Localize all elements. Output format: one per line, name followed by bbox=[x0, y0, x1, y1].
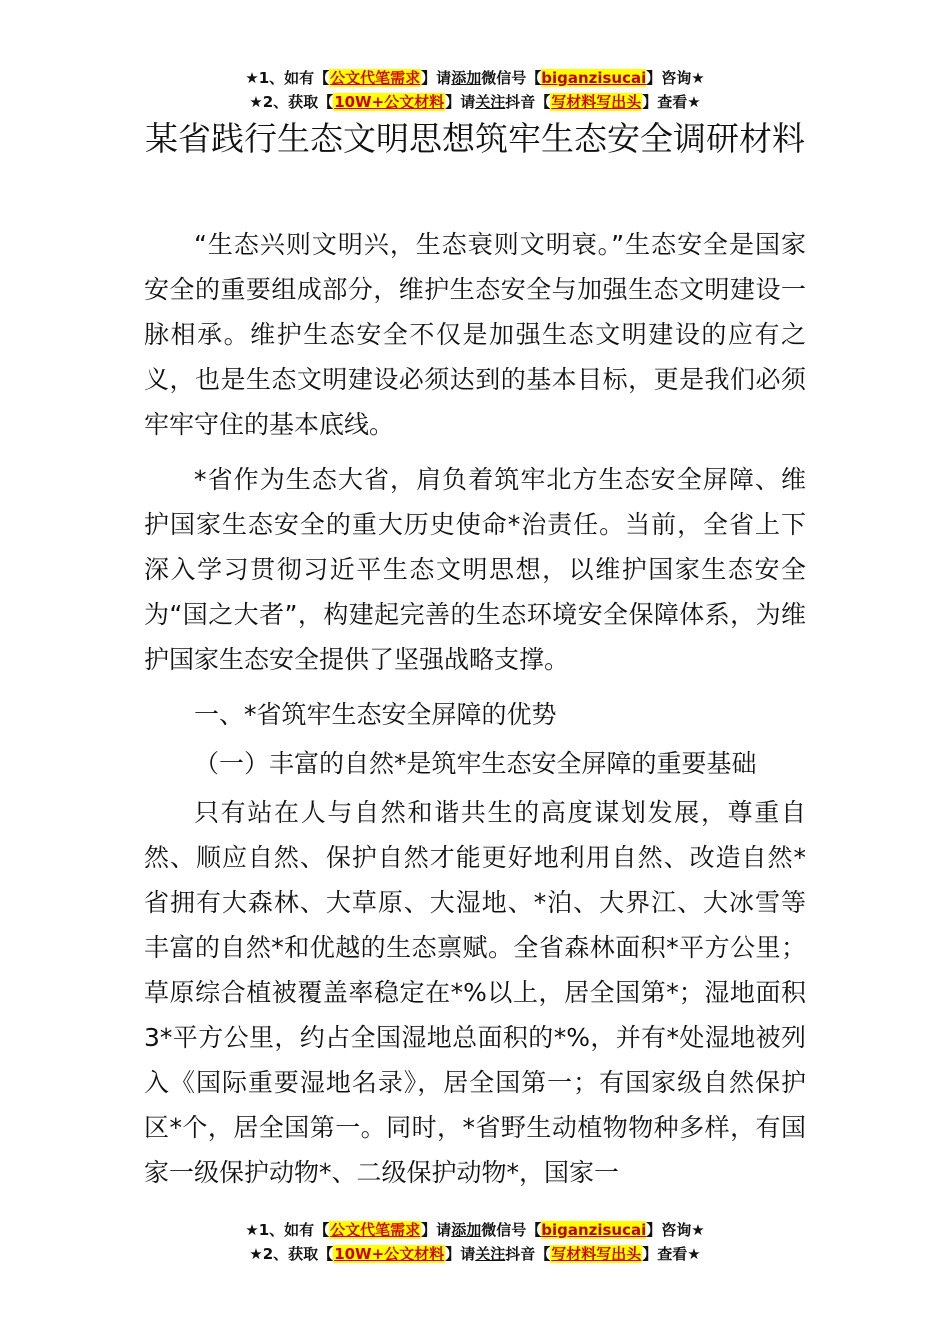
banner-line-2-underline: 关注 bbox=[475, 93, 506, 111]
footer-line-2-underline: 关注 bbox=[475, 1245, 506, 1263]
document-body bbox=[144, 222, 806, 1205]
banner-line-1-highlight-service: 公文代笔需求 bbox=[330, 69, 421, 87]
banner-line-1-wechat-id: biganzisucai bbox=[541, 69, 647, 87]
banner-line-1-prefix: ★1、如有【 bbox=[245, 69, 330, 87]
footer-line-2-douyin-id: 写材料写出头 bbox=[551, 1245, 642, 1263]
footer-line-1-mid2: 微信号【 bbox=[481, 1221, 542, 1239]
footer-line-2-highlight-materials: 10W+公文材料 bbox=[334, 1245, 445, 1263]
banner-line-2-suffix: 】查看★ bbox=[642, 93, 701, 111]
footer-line-2-prefix: ★2、获取【 bbox=[249, 1245, 334, 1263]
banner-line-2-prefix: ★2、获取【 bbox=[249, 93, 334, 111]
banner-line-1-mid2: 微信号【 bbox=[481, 69, 542, 87]
banner-line-2-highlight-materials: 10W+公文材料 bbox=[334, 93, 445, 111]
paragraph-province-mission: *省作为生态大省，肩负着筑牢北方生态安全屏障、维护国家生态安全的重大历史使命*治责任。当前，全省上下深入学习贯彻习近平生态文明思想，以维护国家生态安全为“国之大者”，构建起完善的生态环境安全保障体系，为维护国家生态安全提供了坚强战略支撑。 bbox=[144, 465, 806, 674]
banner-line-1-suffix: 】咨询★ bbox=[646, 69, 705, 87]
banner-line-2 bbox=[0, 90, 950, 114]
footer-line-2-mid: 】请 bbox=[445, 1245, 476, 1263]
footer-line-1-highlight-service: 公文代笔需求 bbox=[330, 1221, 421, 1239]
banner-line-2-mid: 】请 bbox=[445, 93, 476, 111]
subsection-heading-1: （一）丰富的自然*是筑牢生态安全屏障的重要基础 bbox=[194, 749, 757, 778]
banner-line-1-underline: 添加 bbox=[451, 69, 482, 87]
banner-line-2-douyin-id: 写材料写出头 bbox=[551, 93, 642, 111]
footer-line-2-suffix: 】查看★ bbox=[642, 1245, 701, 1263]
footer-banner bbox=[0, 1218, 950, 1266]
footer-line-2-mid2: 抖音【 bbox=[505, 1245, 551, 1263]
banner-line-1-mid: 】请 bbox=[421, 69, 452, 87]
footer-banner-line-2 bbox=[0, 1242, 950, 1266]
footer-line-1-underline: 添加 bbox=[451, 1221, 482, 1239]
paragraph-intro: “生态兴则文明兴，生态衰则文明衰。”生态安全是国家安全的重要组成部分，维护生态安全与加强生态文明建设一脉相承。维护生态安全不仅是加强生态文明建设的应有之义，也是生态文明建设必须达到的基本目标，更是我们必须牢牢守住的基本底线。 bbox=[144, 230, 806, 439]
banner-line-1 bbox=[0, 66, 950, 90]
header-banner bbox=[0, 66, 950, 114]
footer-line-1-wechat-id: biganzisucai bbox=[541, 1221, 647, 1239]
footer-banner-line-1 bbox=[0, 1218, 950, 1242]
footer-line-1-suffix: 】咨询★ bbox=[646, 1221, 705, 1239]
footer-line-1-mid: 】请 bbox=[421, 1221, 452, 1239]
banner-line-2-mid2: 抖音【 bbox=[505, 93, 551, 111]
paragraph-natural-resources: 只有站在人与自然和谐共生的高度谋划发展，尊重自然、顺应自然、保护自然才能更好地利用自然、改造自然*省拥有大森林、大草原、大湿地、*泊、大界江、大冰雪等丰富的自然*和优越的生态禀赋。全省森林面积*平方公里；草原综合植被覆盖率稳定在*%以上，居全国第*；湿地面积 3*平方公里，约占全国湿地总面积的*%，并有*处湿地被列入《国际重要湿地名录》，居全国第一；有国家级自然保护区*个，居全国第一。同时，*省野生动植物物种多样，有国家一级保护动物*、二级保护动物*，国家一 bbox=[144, 798, 806, 1187]
footer-line-1-prefix: ★1、如有【 bbox=[245, 1221, 330, 1239]
section-heading-1: 一、*省筑牢生态安全屏障的优势 bbox=[194, 700, 557, 729]
document-title: 某省践行生态文明思想筑牢生态安全调研材料 bbox=[145, 119, 805, 158]
